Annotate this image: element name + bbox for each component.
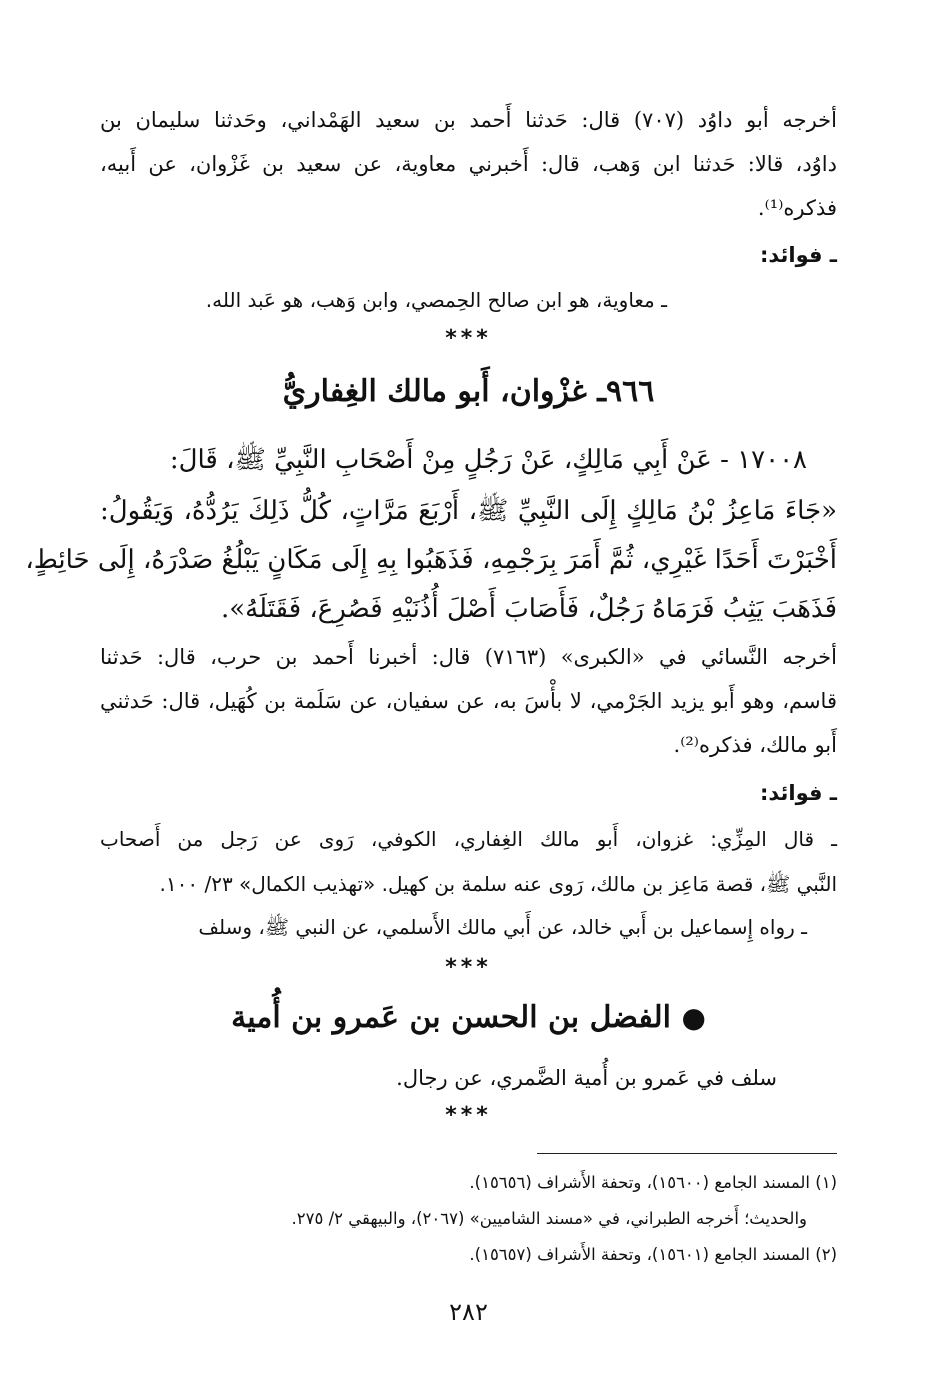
footnote-1-cont: والحديث؛ أَخرجه الطبراني، في «مسند الشاميين» (٢٠٦٧)، والبيهقي ٢/ ٢٧٥. bbox=[291, 1209, 807, 1228]
hadith-line-2: «جَاءَ مَاعِزُ بْنُ مَالِكٍ إِلَى النَّبِيِّ ﷺ، أَرْبَعَ مَرَّاتٍ، كُلُّ ذَلِكَ يَرُدُّهُ، وَيَقُولُ: bbox=[100, 496, 837, 526]
hadith-line-1: ١٧٠٠٨ - عَنْ أَبِي مَالِكٍ، عَنْ رَجُلٍ مِنْ أَصْحَابِ النَّبِيِّ ﷺ، قَالَ: bbox=[169, 445, 807, 475]
footnote-1: (١) المسند الجامع (١٥٦٠٠)، وتحفة الأَشراف (١٥٦٥٦). bbox=[469, 1173, 837, 1192]
footnote-2: (٢) المسند الجامع (١٥٦٠١)، وتحفة الأَشراف (١٥٦٥٧). bbox=[469, 1245, 837, 1264]
hadith-line-4: فَذَهَبَ يَثِبُ فَرَمَاهُ رَجُلٌ، فَأَصَابَ أَصْلَ أُذُنَيْهِ فَصُرِعَ، فَقَتَلَهُ». bbox=[220, 594, 837, 624]
takhrij2-line-3: أَبو مالك، فذكره⁽²⁾. bbox=[673, 733, 837, 757]
person-name: الفضل بن الحسن بن عَمرو بن أُمية bbox=[231, 1000, 671, 1035]
fawaid-note: ـ معاوية، هو ابن صالح الحِمصي، وابن وَهب، هو عَبد الله. bbox=[205, 288, 667, 312]
bullet-icon: ● bbox=[681, 1001, 706, 1034]
separator-stars-2: *** bbox=[445, 955, 492, 980]
hadith-line-3: أَخْبَرْتَ أَحَدًا غَيْرِي، ثُمَّ أَمَرَ بِرَجْمِهِ، فَذَهَبُوا بِهِ إِلَى مَكَانٍ يَبْلُغُ صَدْرَهُ، إِلَى حَائِطٍ، bbox=[25, 545, 837, 575]
takhrij2-line-1: أخرجه النَّسائي في «الكبرى» (٧١٦٣) قال: أخبرنا أَحمد بن حرب، قال: حَدثنا bbox=[100, 645, 837, 669]
fawaid2-line-1: ـ قال المِزِّي: غزوان، أَبو مالك الغِفاري، الكوفي، رَوى عن رَجل من أَصحاب bbox=[100, 827, 837, 851]
section-title: ٩٦٦ـ غزْوان، أَبو مالك الغِفاريُّ bbox=[282, 374, 655, 409]
fawaid-heading-2: ـ فوائد: bbox=[759, 781, 837, 805]
footnote-rule bbox=[537, 1153, 837, 1154]
takhrij2-line-2: قاسم، وهو أَبو يزيد الجَرْمي، لا بأْسَ به، عن سفيان، عن سَلَمة بن كُهَيل، قال: حَدثني bbox=[100, 689, 837, 713]
takhrij-line-2: داوُد، قالا: حَدثنا ابن وَهب، قال: أَخبرني معاوية، عن سعيد بن غَزْوان، عن أَبيه، bbox=[100, 152, 837, 176]
takhrij-line-3: فذكره⁽¹⁾. bbox=[757, 196, 837, 220]
fawaid-heading: ـ فوائد: bbox=[759, 243, 837, 267]
person-heading bbox=[0, 1000, 937, 1035]
fawaid2-line-2: النَّبي ﷺ، قصة مَاعِز بن مالك، رَوى عنه سلمة بن كهيل. «تهذيب الكمال» ٢٣/ ١٠٠. bbox=[159, 872, 837, 896]
fawaid2-line-3: ـ رواه إِسماعيل بن أَبي خالد، عن أَبي مالك الأَسلمي، عن النبي ﷺ، وسلف bbox=[198, 915, 807, 939]
separator-stars-3: *** bbox=[445, 1103, 492, 1128]
takhrij-line-1: أخرجه أبو داوُد (٧٠٧) قال: حَدثنا أَحمد بن سعيد الهَمْداني، وحَدثنا سليمان بن bbox=[100, 108, 837, 132]
person-note: سلف في عَمرو بن أُمية الضَّمري، عن رجال. bbox=[396, 1066, 777, 1090]
separator-stars: *** bbox=[445, 326, 492, 351]
page-number: ٢٨٢ bbox=[449, 1298, 488, 1326]
